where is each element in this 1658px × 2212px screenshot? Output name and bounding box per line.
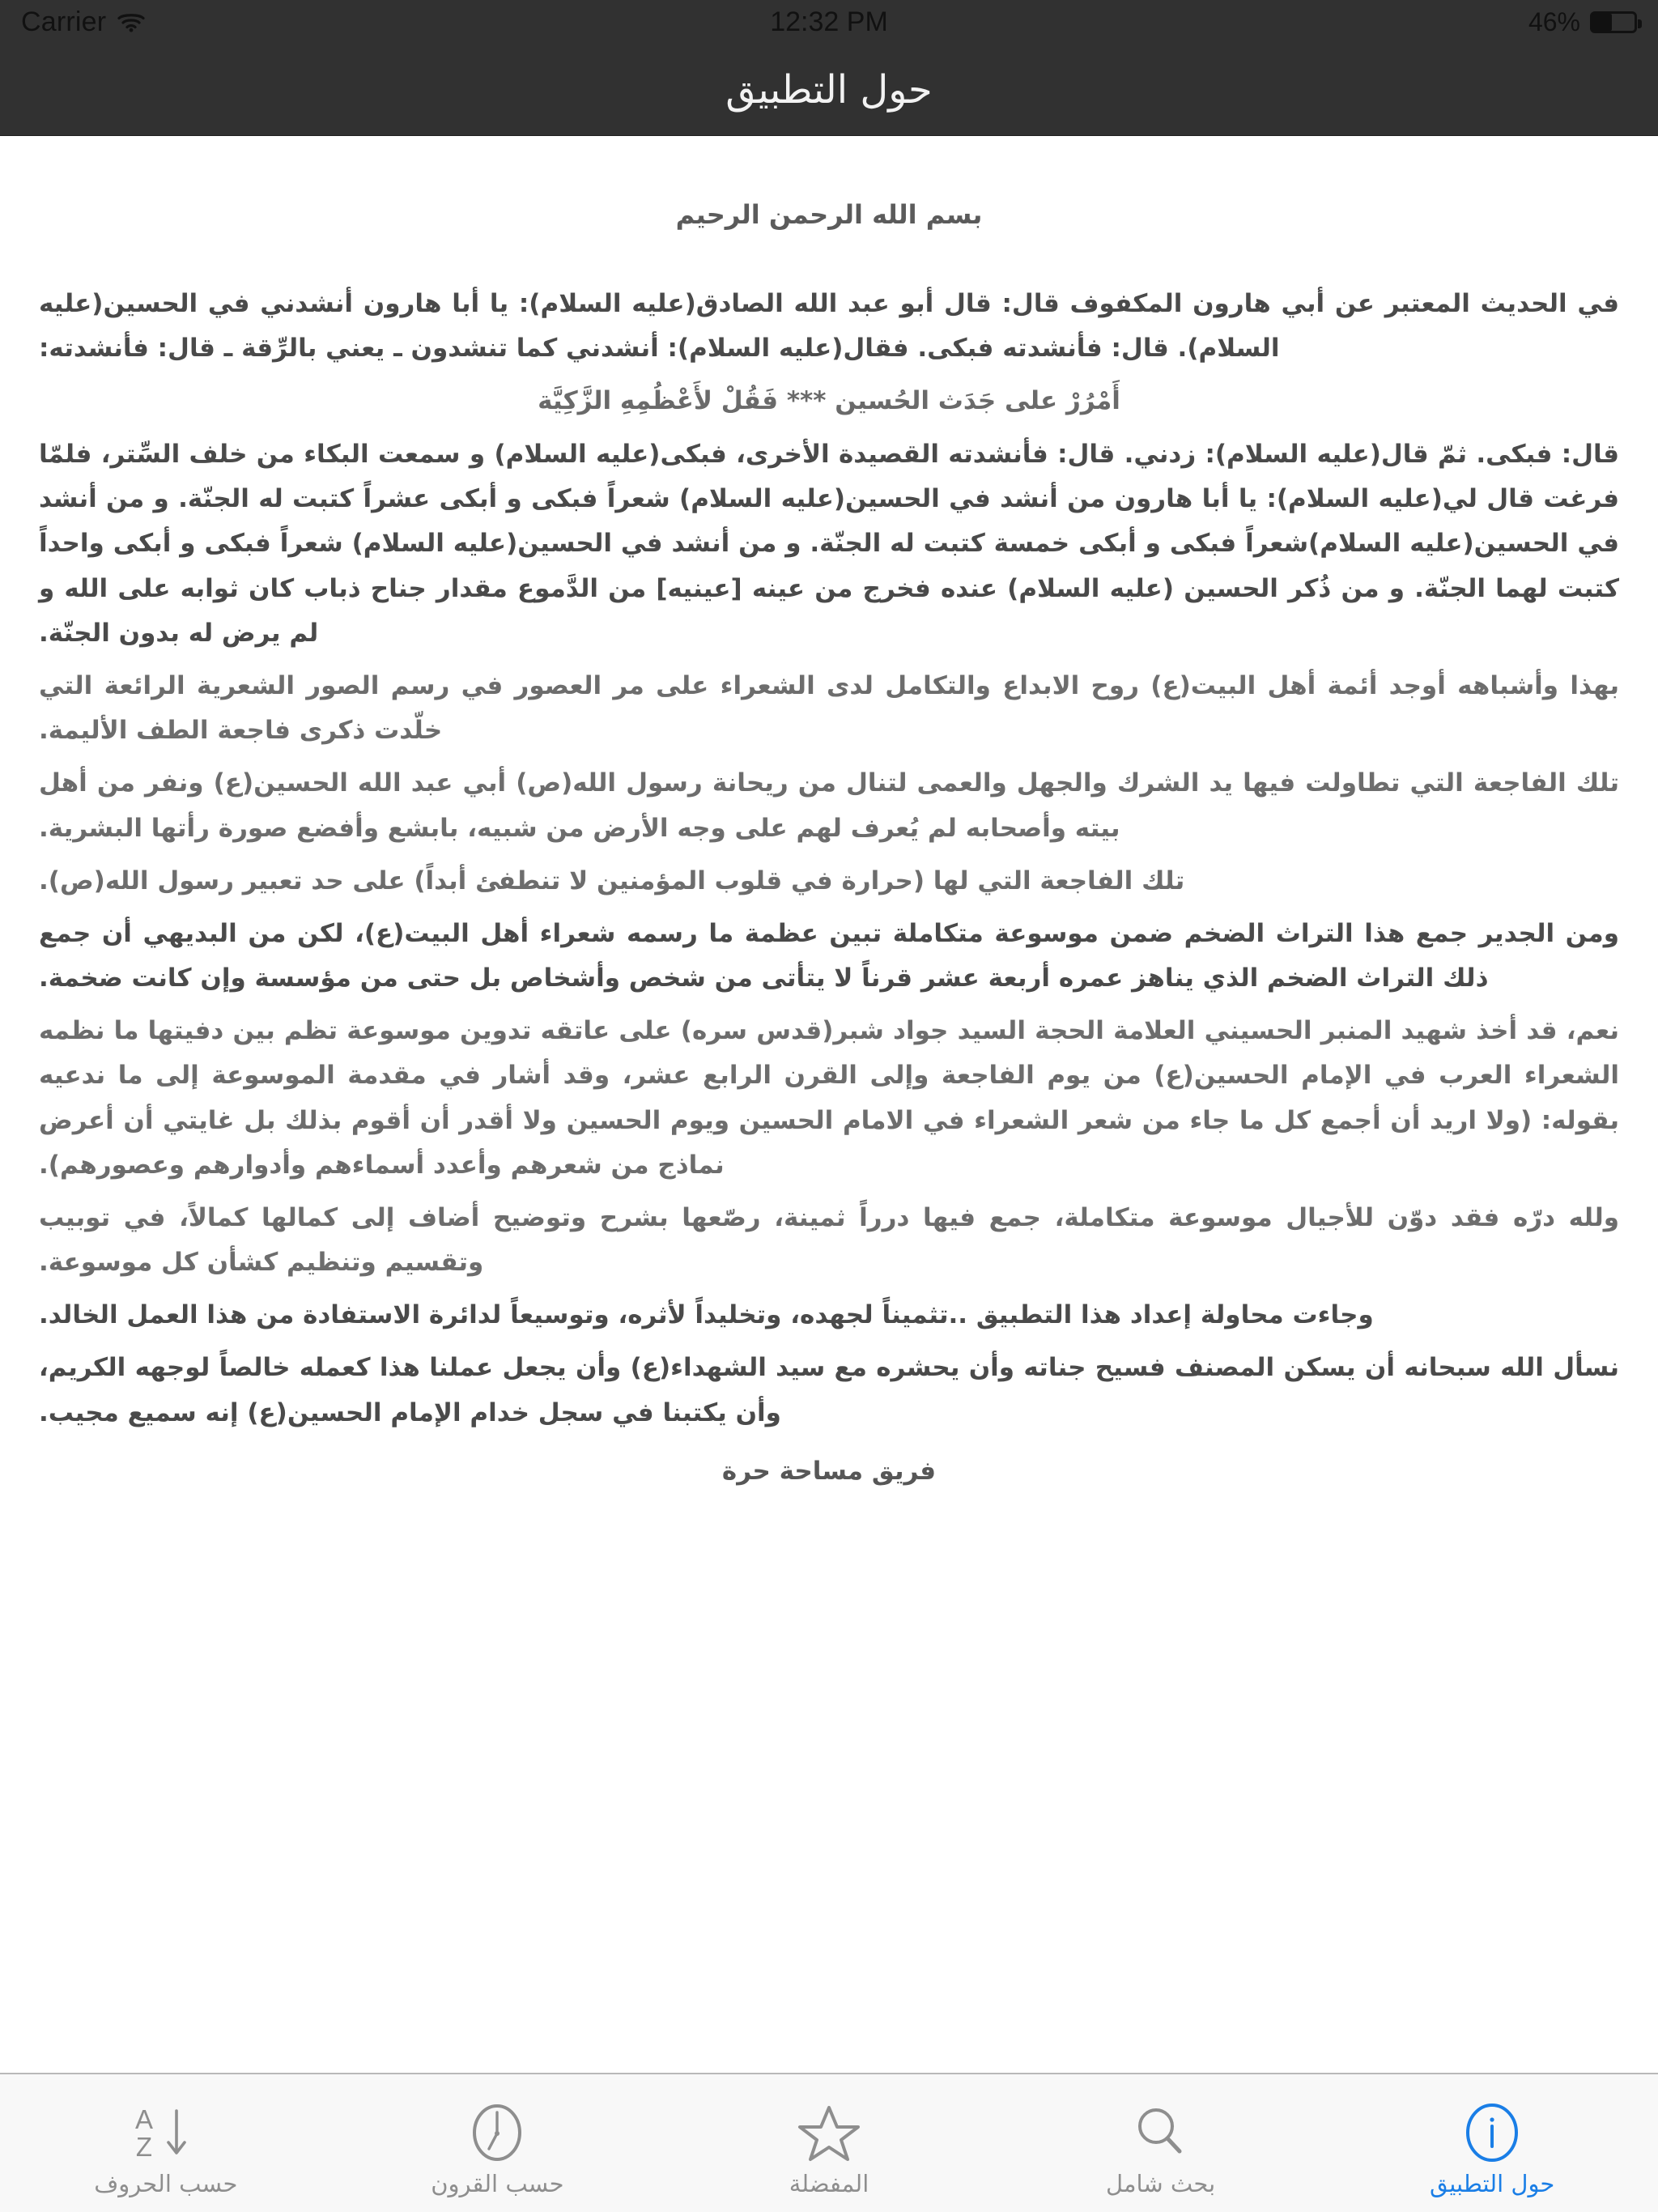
svg-text:A: A <box>134 2104 153 2134</box>
paragraph-encyclopedia-praise: ولله درّه فقد دوّن للأجيال موسوعة متكاملة، جمع فيها درراً ثمينة، رصّعها بشرح وتوضيح أضاف إلى كمالها كمالاً، في توبيب وتقسيم وتنظيم كشأن كل موسوعة. <box>39 1202 1619 1278</box>
paragraph-ahlulbayt-inspiration: بهذا وأشباهه أوجد أئمة أهل البيت(ع) روح الابداع والتكامل لدى الشعراء على مر العصور في رسم الصور الشعرية الرائعة التي خلّدت ذكرى فاجعة الطف الأليمة. <box>39 671 1619 746</box>
paragraph-app-purpose: وجاءت محاولة إعداد هذا التطبيق ..تثميناً لجهده، وتخليداً لأثره، وتوسيعاً لدائرة الاستفادة من هذا العمل الخالد. <box>39 1300 1374 1330</box>
status-bar <box>0 0 1658 44</box>
carrier-label: Carrier <box>21 6 107 37</box>
search-icon <box>1131 2101 1191 2164</box>
tab-global-search-label: بحث شامل <box>1106 2169 1216 2197</box>
tab-about-app[interactable] <box>1326 2074 1658 2212</box>
tab-favorites-label: المفضلة <box>789 2169 869 2197</box>
info-circle-icon <box>1462 2101 1522 2164</box>
tab-global-search[interactable] <box>995 2074 1327 2212</box>
sort-alpha-icon <box>131 2101 201 2164</box>
about-content <box>0 136 1658 1518</box>
battery-fill <box>1592 14 1612 31</box>
wifi-icon <box>117 11 145 32</box>
tab-favorites[interactable] <box>663 2074 995 2212</box>
tab-by-letters-label: حسب الحروف <box>94 2169 238 2197</box>
status-bar-left <box>21 6 145 38</box>
battery-icon <box>1590 11 1637 33</box>
tab-by-centuries[interactable] <box>332 2074 664 2212</box>
battery-percent-label: 46% <box>1528 6 1580 36</box>
clock-icon <box>467 2101 527 2164</box>
paragraph-sayyid-jawad-shubbar: نعم، قد أخذ شهيد المنبر الحسيني العلامة الحجة السيد جواد شبر(قدس سره) على عاتقه تدوين موسوعة تظم بين دفيتها ما نظمه الشعراء العرب في الإمام الحسين(ع) من يوم الفاجعة وإلى القرن الرابع عشر، وقد أشار في مقدمة الموسوعة إلى ما ندعيه بقوله: (ولا اريد أن أجمع كل ما جاء من شعر الشعراء في الامام الحسين ويوم الحسين ولا أقدر أن أقوم بذلك بل غايتي أن أعرض نماذج من شعرهم وأعدد أسماءهم وأدوارهم وعصورهم). <box>39 1016 1619 1180</box>
team-signature: فريق مساحة حرة <box>721 1456 937 1486</box>
status-bar-right <box>1528 7 1637 37</box>
tab-about-app-label: حول التطبيق <box>1430 2169 1555 2197</box>
paragraph-closing-prayer: نسأل الله سبحانه أن يسكن المصنف فسيح جناته وأن يحشره مع سيد الشهداء(ع) وأن يجعل عملنا هذا كعمله خالصاً لوجهه الكريم، وأن يكتبنا في سجل خدام الإمام الحسين(ع) إنه سميع مجيب. <box>39 1353 1619 1427</box>
star-icon <box>797 2101 861 2164</box>
paragraph-tragedy-description: تلك الفاجعة التي تطاولت فيها يد الشرك والجهل والعمى لتنال من ريحانة رسول الله(ص) أبي عبد الله الحسين(ع) ونفر من أهل بيته وأصحابه لم يُعرف لهم على وجه الأرض من شبيه، بابشع وأفضع صورة رأتها البشرية. <box>39 768 1619 843</box>
status-bar-clock: 12:32 PM <box>770 6 888 37</box>
tab-bar <box>0 2073 1658 2212</box>
svg-text:Z: Z <box>135 2131 152 2162</box>
basmala-line: بسم الله الرحمن الرحيم <box>675 199 983 230</box>
paragraph-heritage-compilation: ومن الجدير جمع هذا التراث الضخم ضمن موسوعة متكاملة تبين عظمة ما رسمه شعراء أهل البيت(ع)، لكن من البديهي أن جمع ذلك التراث الضخم الذي يناهز عمره أربعة عشر قرناً لا يتأتى من شخص وأشخاص بل حتى من مؤسسة وإن كانت ضخمة. <box>39 918 1619 993</box>
page-title: حول التطبيق <box>725 66 933 113</box>
poetry-verse: أَمْرُرْ على جَدَث الحُسين *** فَقُلْ لأَعْظُمِهِ الزَّكِيَّة <box>538 386 1120 416</box>
navigation-bar <box>0 44 1658 136</box>
tab-by-letters[interactable] <box>0 2074 332 2212</box>
paragraph-hadith-intro: في الحديث المعتبر عن أبي هارون المكفوف قال: قال أبو عبد الله الصادق(عليه السلام): يا أبا هارون أنشدني في الحسين(عليه السلام). قال: فأنشدته فبكى. فقال(عليه السلام): أنشدني كما تنشدون ـ يعني بالرِّقة ـ قال: فأنشدته: <box>39 289 1619 364</box>
about-content-scrollview[interactable] <box>0 136 1658 2073</box>
paragraph-tragedy-heat: تلك الفاجعة التي لها (حرارة في قلوب المؤمنين لا تنطفئ أبداً) على حد تعبير رسول الله(ص). <box>39 866 1185 895</box>
tab-by-centuries-label: حسب القرون <box>431 2169 564 2197</box>
paragraph-hadith-continued: قال: فبكى. ثمّ قال(عليه السلام): زدني. قال: فأنشدته القصيدة الأخرى، فبكى(عليه السلام) و سمعت البكاء من خلف السِّتر، فلمّا فرغت قال لي(عليه السلام): يا أبا هارون من أنشد في الحسين(عليه السلام) شعراً فبكى و أبكى عشراً كتبت له الجنّة. و من أنشد في الحسين(عليه السلام)شعراً فبكى و أبكى خمسة كتبت له الجنّة. و من أنشد في الحسين(عليه السلام) شعراً فبكى و أبكى واحداً كتبت لهما الجنّة. و من ذُكر الحسين (عليه السلام) عنده فخرج من عينه [عينيه] من الدَّموع مقدار جناح ذباب كان ثوابه على الله و لم يرض له بدون الجنّة. <box>39 440 1619 648</box>
